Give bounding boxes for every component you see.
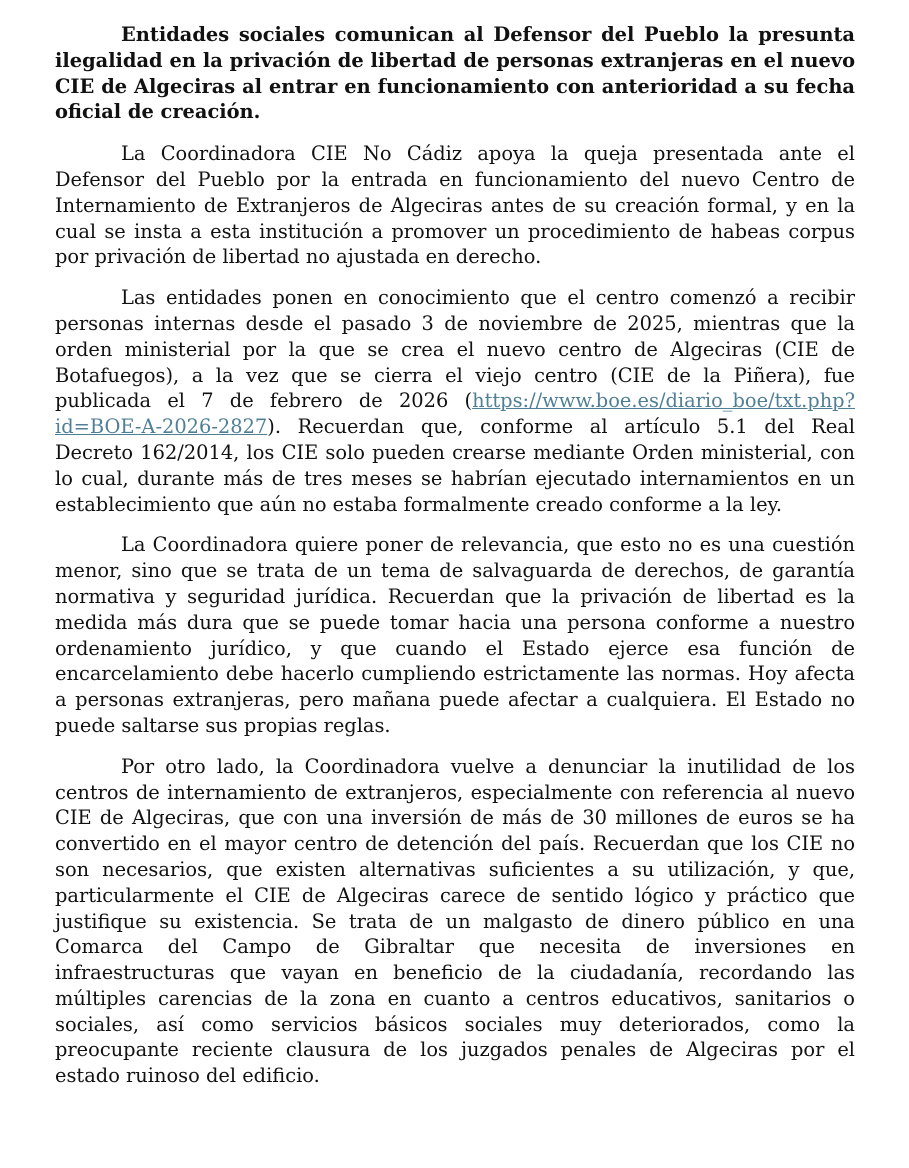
paragraph-rights-relevance: La Coordinadora quiere poner de relevancia, que esto no es una cuestión menor, sino que se trata de un tema de salvaguarda de derechos, de garantía normativa y seguridad jurídica. Recuerdan que la privación de libertad es la medida más dura que se puede tomar hacia una persona conforme a nuestro ordenamiento jurídico, y que cuando el Estado ejerce esa función de encarcelamiento debe hacerlo cumpliendo estrictamente las normas. Hoy afecta a personas extranjeras, pero mañana puede afectar a cualquiera. El Estado no puede saltarse sus propias reglas. bbox=[55, 533, 855, 737]
paragraph-dates-text-after-link: ). Recuerdan que, conforme al artículo 5.1 del Real Decreto 162/2014, los CIE solo pueden crearse mediante Orden ministerial, con lo cual, durante más de tres meses se habrían ejecutado internamientos en un establecimiento que aún no estaba formalmente creado conforme a la ley. bbox=[55, 415, 855, 516]
paragraph-dates-text-before-link: Las entidades ponen en conocimiento que el centro comenzó a recibir personas internas desde el pasado 3 de noviembre de 2025, mientras que la orden ministerial por la que se crea el nuevo centro de Algeciras (CIE de Botafuegos), a la vez que se cierra el viejo centro (CIE de la Piñera), fue publicada el 7 de febrero de 2026 ( bbox=[55, 286, 855, 413]
headline: Entidades sociales comunican al Defensor del Pueblo la presunta ilegalidad en la privación de libertad de personas extranjeras en el nuevo CIE de Algeciras al entrar en funcionamiento con anterioridad a su fecha oficial de creación. bbox=[55, 23, 855, 124]
paragraph-complaint-support: La Coordinadora CIE No Cádiz apoya la queja presentada ante el Defensor del Pueblo por la entrada en funcionamiento del nuevo Centro de Internamiento de Extranjeros de Algeciras antes de su creación formal, y en la cual se insta a esta institución a promover un procedimiento de habeas corpus por privación de libertad no ajustada en derecho. bbox=[55, 142, 855, 269]
paragraph-cie-uselessness: Por otro lado, la Coordinadora vuelve a denunciar la inutilidad de los centros de internamiento de extranjeros, especialmente con referencia al nuevo CIE de Algeciras, que con una inversión de más de 30 millones de euros se ha convertido en el mayor centro de detención del país. Recuerdan que los CIE no son necesarios, que existen alternativas suficientes a su utilización, y que, particularmente el CIE de Algeciras carece de sentido lógico y práctico que justifique su existencia. Se trata de un malgasto de dinero público en una Comarca del Campo de Gibraltar que necesita de inversiones en infraestructuras que vayan en beneficio de la ciudadanía, recordando las múltiples carencias de la zona en cuanto a centros educativos, sanitarios o sociales, así como servicios básicos sociales muy deteriorados, como la preocupante reciente clausura de los juzgados penales de Algeciras por el estado ruinoso del edificio. bbox=[55, 754, 855, 1088]
press-release bbox=[55, 22, 855, 1104]
paragraph-dates-legal bbox=[55, 285, 855, 517]
boe-order-link[interactable]: https://www.boe.es/diario_boe/txt.php?id=BOE-A-2026-2827 bbox=[55, 389, 855, 439]
